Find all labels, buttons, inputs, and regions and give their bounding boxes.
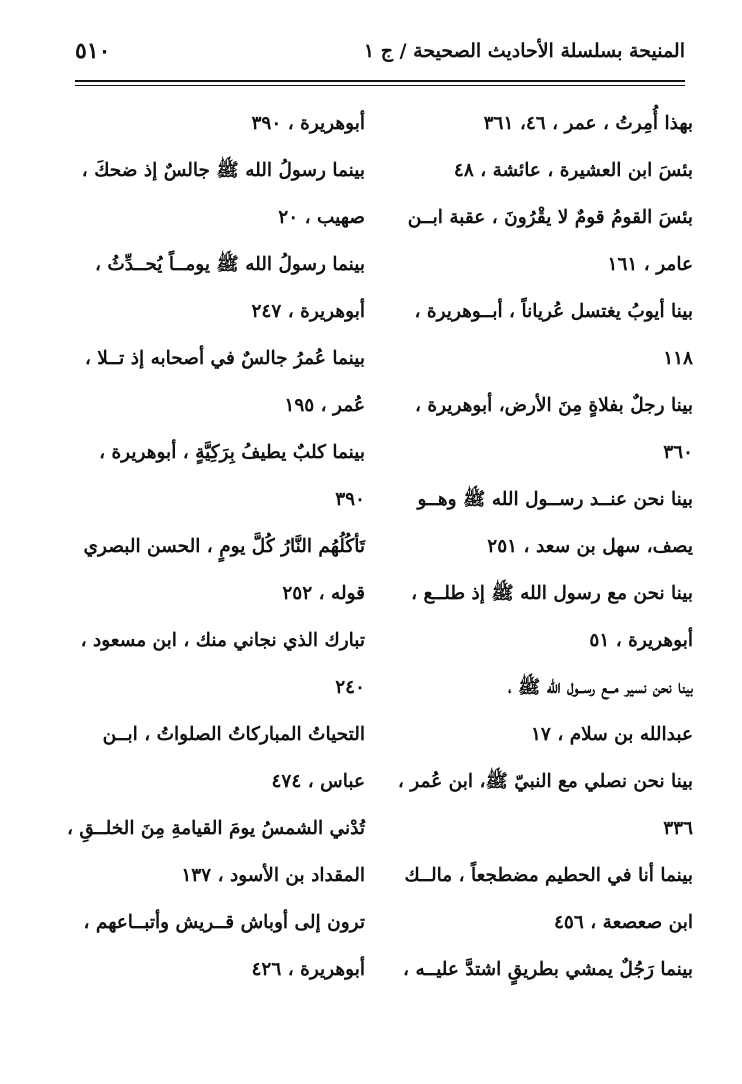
index-entry: [408, 147, 693, 194]
index-entry-line: بينا نحن عنــد رســول الله ﷺ وهــو: [417, 489, 693, 510]
index-entry-line: بهذا أُمِرتُ ، عمر ، ٤٦، ٣٦١: [483, 113, 693, 134]
index-entry-line: أبوهريرة ، ٤٢٦: [251, 959, 365, 980]
index-entry: [408, 664, 693, 758]
index-entry-line: ٣٩٠: [335, 489, 365, 510]
index-entry: [80, 429, 365, 523]
index-entry: [80, 100, 365, 147]
index-entry: [408, 382, 693, 476]
index-entry-line: بينما رسولُ الله ﷺ جالسٌ إذ ضحكَ ،: [81, 160, 365, 181]
index-entry-line: بينا نحن نسير مــع رســول الله ﷺ ،: [508, 677, 693, 698]
index-entry-line: ابن صعصعة ، ٤٥٦: [554, 912, 693, 933]
index-entry-line: عبدالله بن سلام ، ١٧: [531, 724, 693, 745]
index-entry-line: أبوهريرة ، ٥١: [589, 630, 693, 651]
index-entry-line: بئسَ القومُ قومٌ لا يقْرُونَ ، عقبة ابــن: [407, 207, 693, 228]
index-entry: [66, 805, 365, 899]
index-entry-line: ترون إلى أوباش قــريش وأتبــاعهم ،: [83, 912, 365, 933]
index-entry-line: بينما كلبٌ يطيفُ بِرَكِيَّةٍ ، أبوهريرة ،: [99, 442, 365, 463]
index-entry: [408, 288, 693, 382]
index-entry: [408, 194, 693, 288]
index-entry: [80, 241, 365, 335]
page-number: ٥١٠: [75, 38, 111, 64]
index-entry-line: يصف، سهل بن سعد ، ٢٥١: [487, 536, 693, 557]
index-entry: [397, 758, 693, 852]
index-entry-line: بينا نحن مع رسول الله ﷺ إذ طلــع ،: [411, 583, 693, 604]
header-rule-thick: [75, 80, 685, 82]
index-entry: [80, 711, 365, 805]
index-entry-line: ٢٤٠: [335, 677, 365, 698]
index-entry-line: عامر ، ١٦١: [607, 254, 693, 275]
page-header: [75, 34, 685, 74]
index-entry: [80, 147, 365, 241]
index-entry: [408, 476, 693, 570]
index-entry-line: بينا نحن نصلي مع النبيّ ﷺ، ابن عُمر ،: [397, 771, 693, 792]
index-entry-line: بينما رَجُلٌ يمشي بطريقٍ اشتدَّ عليــه ،: [403, 959, 693, 980]
index-column-left: [66, 100, 365, 993]
index-entry: [408, 100, 693, 147]
index-entry-line: أبوهريرة ، ٣٩٠: [251, 113, 365, 134]
index-entry-line: ١١٨: [663, 348, 693, 369]
index-column-right: [397, 100, 693, 993]
index-entry: [408, 570, 693, 664]
index-entry-line: ٣٣٦: [663, 818, 693, 839]
index-entry-line: صهيب ، ٢٠: [278, 207, 365, 228]
index-entry-line: بينما عُمرُ جالسٌ في أصحابه إذ تــلا ،: [84, 348, 365, 369]
index-entry: [404, 852, 693, 946]
index-entry-line: بينما أنا في الحطيم مضطجعاً ، مالــك: [404, 865, 693, 886]
index-entry-line: التحياتُ المباركاتُ الصلواتُ ، ابــن: [102, 724, 365, 745]
index-entry-line: بئسَ ابن العشيرة ، عائشة ، ٤٨: [453, 160, 693, 181]
index-entry-line: بينا أيوبُ يغتسل عُرياناً ، أبــوهريرة ،: [414, 301, 693, 322]
index-entry-line: عُمر ، ١٩٥: [284, 395, 365, 416]
index-entry-line: تَأكُلُهُم النَّارُ كُلَّ يومٍ ، الحسن البصري: [83, 536, 365, 557]
index-entry-line: تبارك الذي نجاني منك ، ابن مسعود ،: [80, 630, 365, 651]
index-entry-line: قوله ، ٢٥٢: [282, 583, 365, 604]
index-entry-line: عباس ، ٤٧٤: [271, 771, 365, 792]
running-title: المنيحة بسلسلة الأحاديث الصحيحة / ج ١: [363, 40, 685, 62]
index-entry: [80, 617, 365, 711]
index-entry-line: بينا رجلٌ بفلاةٍ مِنَ الأرض، أبوهريرة ،: [415, 395, 693, 416]
header-rule-thin: [75, 85, 685, 86]
index-entry: [403, 946, 693, 993]
index-entry: [80, 335, 365, 429]
index-entry-line: بينما رسولُ الله ﷺ يومــاً يُحــدِّثُ ،: [94, 254, 365, 275]
index-entry-line: ٣٦٠: [663, 442, 693, 463]
index-entry-line: أبوهريرة ، ٢٤٧: [251, 301, 365, 322]
index-entry: [80, 523, 365, 617]
index-entry-line: تُدْني الشمسُ يومَ القيامةِ مِنَ الخلــقِ ،: [66, 818, 365, 839]
index-entry-line: المقداد بن الأسود ، ١٣٧: [181, 865, 365, 886]
index-entry: [80, 899, 365, 993]
